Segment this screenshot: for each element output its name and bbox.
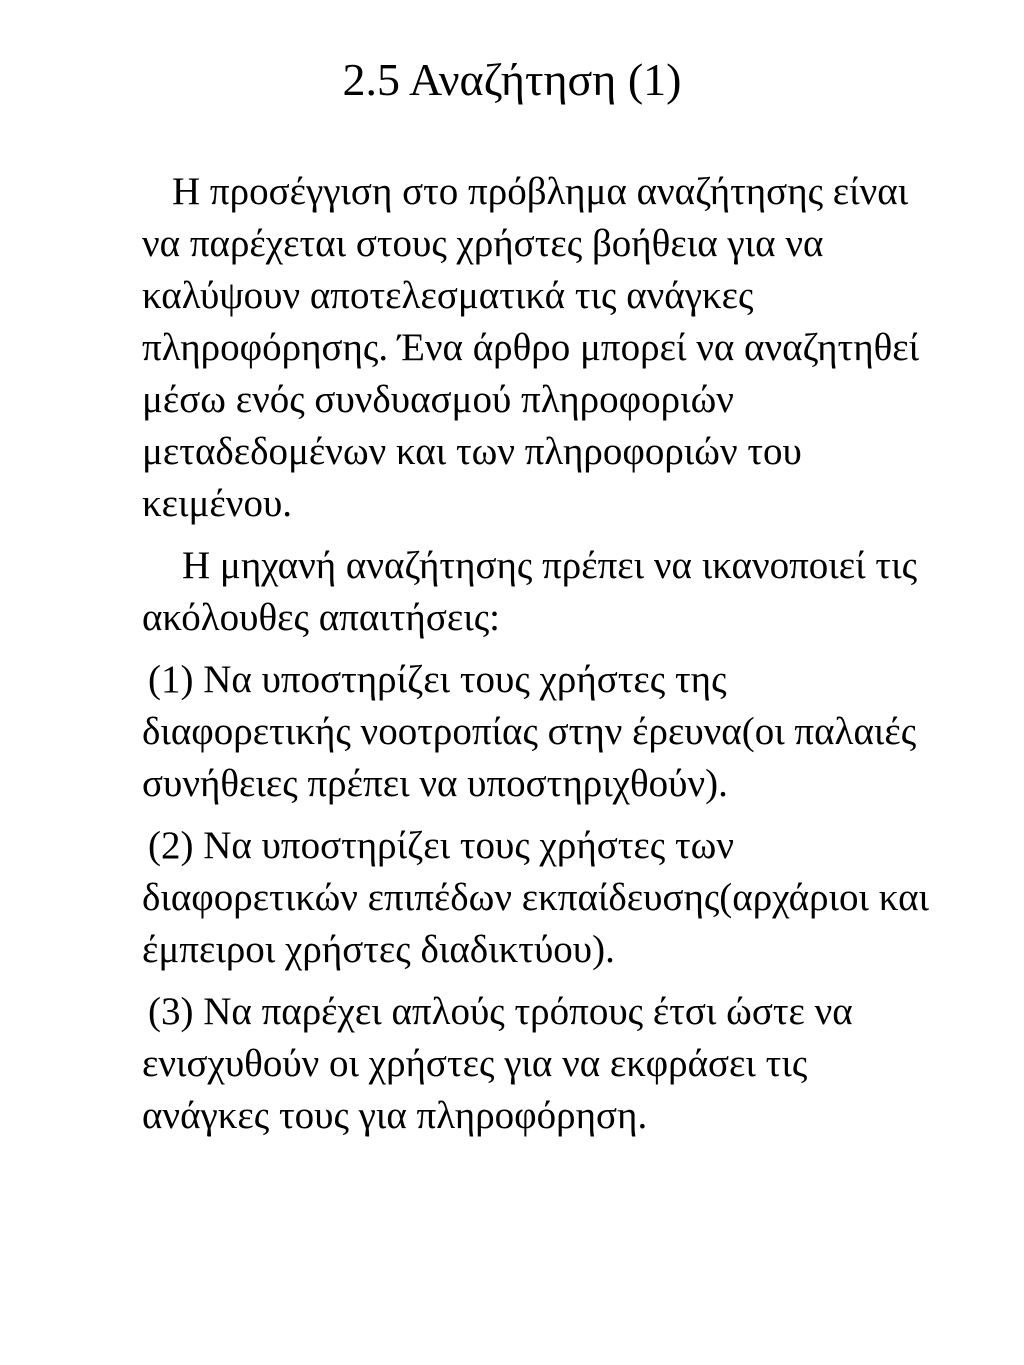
requirements-intro-paragraph: Η μηχανή αναζήτησης πρέπει να ικανοποιεί τις ακόλουθες απαιτήσεις: (142, 544, 918, 639)
intro-paragraph: Η προσέγγιση στο πρόβλημα αναζήτησης είναι να παρέχεται στους χρήστες βοήθεια για να καλύψουν αποτελεσματικά τις ανάγκες πληροφόρησης. Ένα άρθρο μπορεί να αναζητηθεί μέσω ενός συνδυασμού πληροφοριών μεταδεδομένων και των πληροφοριών του κειμένου. (142, 170, 920, 525)
slide-body (142, 166, 942, 1152)
requirement-item-3: (3) Να παρέχει απλούς τρόπους έτσι ώστε να ενισχυθούν οι χρήστες για να εκφράσει τις ανάγκες τους για πληροφόρηση. (142, 990, 853, 1137)
slide-title: 2.5 Αναζήτηση (1) (342, 54, 682, 105)
requirement-item-2: (2) Να υποστηρίζει τους χρήστες των διαφορετικών επιπέδων εκπαίδευσης(αρχάριοι και έμπειροι χρήστες διαδικτύου). (142, 824, 930, 971)
requirement-item-1: (1) Να υποστηρίζει τους χρήστες της διαφορετικής νοοτροπίας στην έρευνα(οι παλαιές συνήθειες πρέπει να υποστηριχθούν). (142, 658, 917, 805)
